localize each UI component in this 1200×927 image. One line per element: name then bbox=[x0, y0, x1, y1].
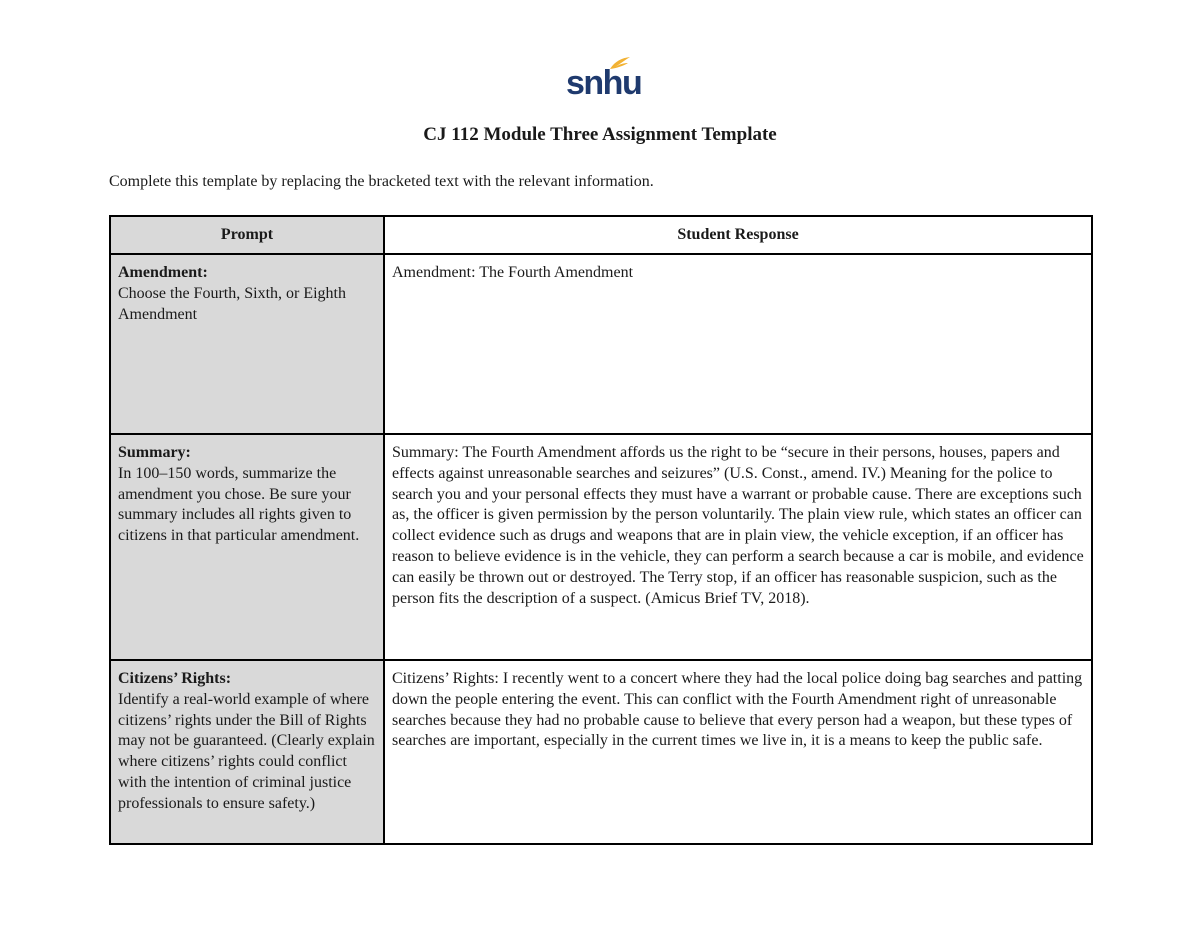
table-row bbox=[110, 254, 1092, 434]
instructions-text: Complete this template by replacing the bracketed text with the relevant information. bbox=[109, 173, 654, 190]
column-header-response: Student Response bbox=[384, 216, 1092, 254]
document-title: CJ 112 Module Three Assignment Template bbox=[423, 124, 777, 145]
response-cell-amendment[interactable]: Amendment: The Fourth Amendment bbox=[384, 254, 1092, 434]
snhu-logo bbox=[566, 56, 642, 102]
prompt-label: Citizens’ Rights: bbox=[118, 670, 232, 687]
table-row bbox=[110, 660, 1092, 844]
prompt-description: Choose the Fourth, Sixth, or Eighth Amendment bbox=[118, 284, 346, 323]
logo-wordmark: snhu bbox=[566, 64, 642, 102]
prompt-description: Identify a real-world example of where citizens’ rights under the Bill of Rights may not be guaranteed. (Clearly explain where citizens’ rights could conflict with the intention of criminal justice professionals to ensure safety.) bbox=[118, 690, 375, 812]
table-row bbox=[110, 434, 1092, 660]
column-header-prompt: Prompt bbox=[110, 216, 384, 254]
prompt-cell-citizens-rights bbox=[110, 660, 384, 844]
prompt-label: Summary: bbox=[118, 444, 191, 461]
response-cell-citizens-rights[interactable]: Citizens’ Rights: I recently went to a concert where they had the local police doing bag searches and patting down the people entering the event. This can conflict with the Fourth Amendment right of unreasonable searches because they had no probable cause to believe that every person had a weapon, but these types of searches are important, especially in the current times we live in, it is a means to keep the public safe. bbox=[384, 660, 1092, 844]
prompt-label: Amendment: bbox=[118, 264, 208, 281]
prompt-cell-amendment bbox=[110, 254, 384, 434]
response-cell-summary[interactable]: Summary: The Fourth Amendment affords us the right to be “secure in their persons, houses, papers and effects against unreasonable searches and seizures” (U.S. Const., amend. IV.) Meaning for the police to search you and your personal effects they must have a warrant or probable cause. There are exceptions such as, the officer is given permission by the person voluntarily. The plain view rule, which states an officer can collect evidence such as drugs and weapons that are in plain view, the vehicle exception, if an officer has reason to believe evidence is in the vehicle, they can perform a search because a car is mobile, and evidence can easily be thrown out or destroyed. The Terry stop, if an officer has reasonable suspicion, such as the person fits the description of a suspect. (Amicus Brief TV, 2018). bbox=[384, 434, 1092, 660]
table-header-row bbox=[110, 216, 1092, 254]
prompt-description: In 100–150 words, summarize the amendment you chose. Be sure your summary includes all rights given to citizens in that particular amendment. bbox=[118, 464, 360, 545]
prompt-cell-summary bbox=[110, 434, 384, 660]
assignment-table bbox=[109, 215, 1093, 845]
